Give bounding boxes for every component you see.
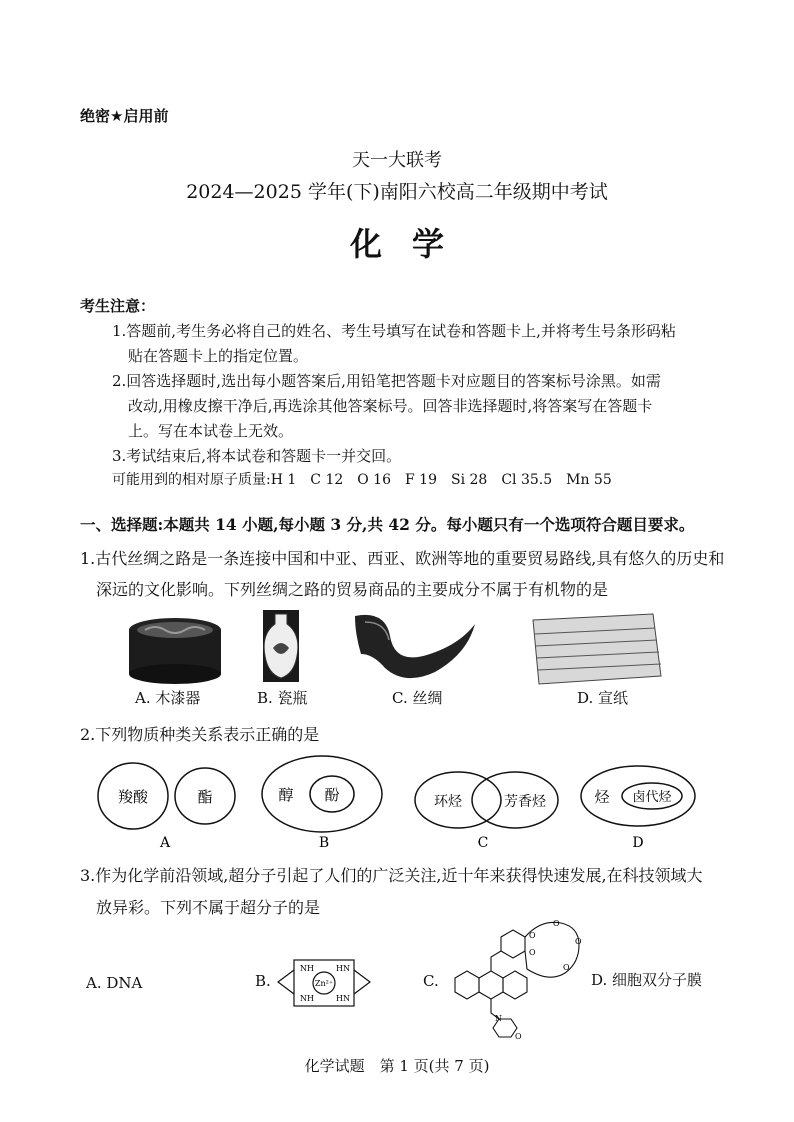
notice-item: 1.答题前,考生务必将自己的姓名、考生号填写在试卷和答题卡上,并将考生号条形码粘 — [112, 322, 676, 340]
q3-b-hn-top: HN — [336, 964, 350, 973]
q2-c-right: 芳香烃 — [504, 794, 546, 810]
q2-a-label: A — [159, 835, 171, 851]
q2-option-a-diagram — [98, 763, 235, 851]
silk-image — [355, 615, 475, 678]
q1-pictures — [115, 608, 715, 690]
q2-diagrams — [90, 752, 730, 852]
q1-option-d: D. 宣纸 — [577, 689, 629, 707]
q1-option-a: A. 木漆器 — [135, 689, 201, 707]
q2-option-c-diagram — [415, 772, 558, 851]
q2-option-b-diagram — [262, 756, 382, 851]
q2-b-label: B — [318, 835, 330, 851]
q3-stem-line1: 3.作为化学前沿领域,超分子引起了人们的广泛关注,近十年来获得快速发展,在科技领域大 — [80, 866, 703, 885]
q3-c-nitrogen: N — [495, 1014, 502, 1023]
q3-c-oxygen-3: O — [553, 919, 560, 928]
q3-option-a: A. DNA — [86, 974, 143, 992]
section-heading: 一、选择题:本题共 14 小题,每小题 3 分,共 42 分。每小题只有一个选项符合题目要求。 — [80, 515, 695, 534]
q3-b-nh-top: NH — [300, 964, 314, 973]
q3-option-d: D. 细胞双分子膜 — [591, 971, 703, 989]
xuan-paper-image — [533, 614, 661, 684]
q2-a-right: 酯 — [197, 788, 213, 806]
q2-d-outer: 烃 — [594, 788, 610, 806]
notice-heading: 考生注意： — [80, 297, 156, 315]
q3-stem-line2: 放异彩。下列不属于超分子的是 — [96, 898, 321, 917]
q1-stem-line2: 深远的文化影响。下列丝绸之路的贸易商品的主要成分不属于有机物的是 — [96, 580, 609, 599]
porcelain-vase-image — [263, 610, 299, 682]
notice-item: 2.回答选择题时,选出每小题答案后,用铅笔把答题卡对应题目的答案标号涂黑。如需 — [112, 372, 661, 390]
notice-item: 上。写在本试卷上无效。 — [128, 422, 294, 440]
q2-c-left: 环烃 — [434, 794, 462, 810]
q3-c-oxygen-6: O — [515, 1032, 522, 1040]
q3-c-oxygen-2: O — [529, 948, 536, 957]
q3-option-c-label: C. — [423, 972, 439, 990]
exam-organizer: 天一大联考 — [352, 150, 442, 171]
q2-stem: 2.下列物质种类关系表示正确的是 — [80, 725, 320, 744]
q3-option-c-structure — [435, 918, 585, 1040]
q3-c-oxygen-4: O — [575, 937, 582, 946]
subject-title: 化学 — [349, 225, 474, 263]
q3-b-hn-bottom: HN — [336, 994, 350, 1003]
q1-option-c: C. 丝绸 — [392, 689, 443, 707]
q3-b-zinc-ion: Zn²⁺ — [314, 979, 334, 988]
page-footer: 化学试题 第 1 页(共 7 页) — [304, 1057, 490, 1075]
q3-option-b-label: B. — [255, 972, 271, 990]
q2-a-left: 羧酸 — [117, 788, 149, 806]
q3-option-b-structure — [270, 948, 380, 1018]
secret-mark: 绝密★启用前 — [80, 107, 169, 125]
notice-item: 贴在答题卡上的指定位置。 — [128, 347, 309, 365]
notice-item: 3.考试结束后,将本试卷和答题卡一并交回。 — [112, 447, 402, 465]
exam-title: 2024—2025 学年(下)南阳六校高二年级期中考试 — [186, 181, 608, 203]
q2-d-inner: 卤代烃 — [632, 790, 672, 805]
lacquer-bowl-image — [129, 618, 221, 684]
q3-c-oxygen-1: O — [529, 931, 536, 940]
q2-b-outer: 醇 — [278, 786, 294, 804]
q2-d-label: D — [632, 835, 644, 851]
q2-option-d-diagram — [581, 766, 695, 851]
q2-c-label: C — [477, 835, 489, 851]
q3-c-oxygen-5: O — [563, 963, 570, 972]
q1-option-b: B. 瓷瓶 — [257, 689, 308, 707]
q3-b-nh-bottom: NH — [300, 994, 314, 1003]
q2-b-inner: 酚 — [324, 786, 340, 804]
notice-item: 改动,用橡皮擦干净后,再选涂其他答案标号。回答非选择题时,将答案写在答题卡 — [128, 397, 653, 415]
atomic-masses: 可能用到的相对原子质量:H 1 C 12 O 16 F 19 Si 28 Cl 35.5 Mn 55 — [112, 472, 612, 488]
q1-stem-line1: 1.古代丝绸之路是一条连接中国和中亚、西亚、欧洲等地的重要贸易路线,具有悠久的历史和 — [80, 549, 725, 568]
